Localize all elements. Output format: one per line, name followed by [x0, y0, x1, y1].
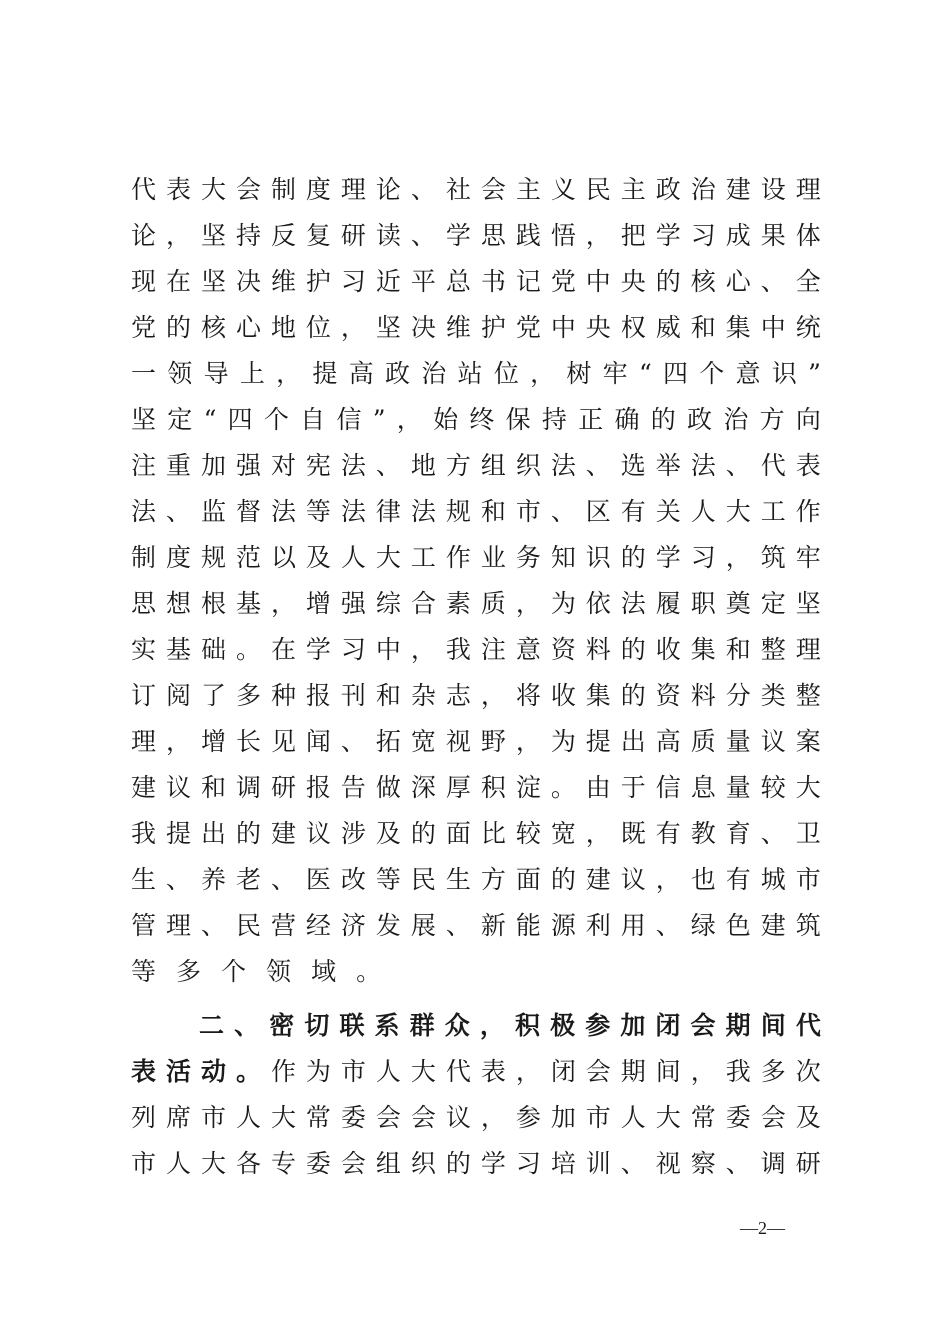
text-line: 论 ， 坚 持 反 复 研 读 、 学 思 践 悟 ， 把 学 习 成 果 体	[131, 221, 821, 250]
text-line: 等 多 个 领 域 。	[131, 957, 382, 986]
text-line: 一 领 导 上 ， 提 高 政 治 站 位 ， 树 牢 “ 四 个 意 识 ”	[131, 359, 821, 388]
text-line: 我 提 出 的 建 议 涉 及 的 面 比 较 宽 ， 既 有 教 育 、 卫	[131, 819, 821, 848]
section-heading-continuation: 表 活 动 。 作 为 市 人 大 代 表 ， 闭 会 期 间 ， 我 多 次	[131, 1057, 821, 1086]
section-heading: 二 、 密 切 联 系 群 众 ， 积 极 参 加 闭 会 期 间 代	[199, 1011, 821, 1040]
text-line: 生 、 养 老 、 医 改 等 民 生 方 面 的 建 议 ， 也 有 城 市	[131, 865, 821, 894]
text-line: 理 ， 增 长 见 闻 、 拓 宽 视 野 ， 为 提 出 高 质 量 议 案	[131, 727, 821, 756]
text-line: 实 基 础 。 在 学 习 中 ， 我 注 意 资 料 的 收 集 和 整 理	[131, 635, 821, 664]
text-line: 制 度 规 范 以 及 人 大 工 作 业 务 知 识 的 学 习 ， 筑 牢	[131, 543, 821, 572]
text-line: 注 重 加 强 对 宪 法 、 地 方 组 织 法 、 选 举 法 、 代 表	[131, 451, 821, 480]
text-line: 党 的 核 心 地 位 ， 坚 决 维 护 党 中 央 权 威 和 集 中 统	[131, 313, 821, 342]
text-line: 市 人 大 各 专 委 会 组 织 的 学 习 培 训 、 视 察 、 调 研	[131, 1149, 821, 1178]
page-number: —2—	[740, 1218, 785, 1238]
text-line: 建 议 和 调 研 报 告 做 深 厚 积 淀 。 由 于 信 息 量 较 大	[131, 773, 821, 802]
text-line: 列 席 市 人 大 常 委 会 会 议 ， 参 加 市 人 大 常 委 会 及	[131, 1103, 821, 1132]
text-line: 坚 定 “ 四 个 自 信 ” ， 始 终 保 持 正 确 的 政 治 方 向	[131, 405, 821, 434]
text-line: 管 理 、 民 营 经 济 发 展 、 新 能 源 利 用 、 绿 色 建 筑	[131, 911, 821, 940]
text-line: 现 在 坚 决 维 护 习 近 平 总 书 记 党 中 央 的 核 心 、 全	[131, 267, 821, 296]
text-line: 订 阅 了 多 种 报 刊 和 杂 志 ， 将 收 集 的 资 料 分 类 整	[131, 681, 821, 710]
text-line: 法 、 监 督 法 等 法 律 法 规 和 市 、 区 有 关 人 大 工 作	[131, 497, 821, 526]
text-line: 代 表 大 会 制 度 理 论 、 社 会 主 义 民 主 政 治 建 设 理	[131, 175, 821, 204]
text-line: 思 想 根 基 ， 增 强 综 合 素 质 ， 为 依 法 履 职 奠 定 坚	[131, 589, 821, 618]
